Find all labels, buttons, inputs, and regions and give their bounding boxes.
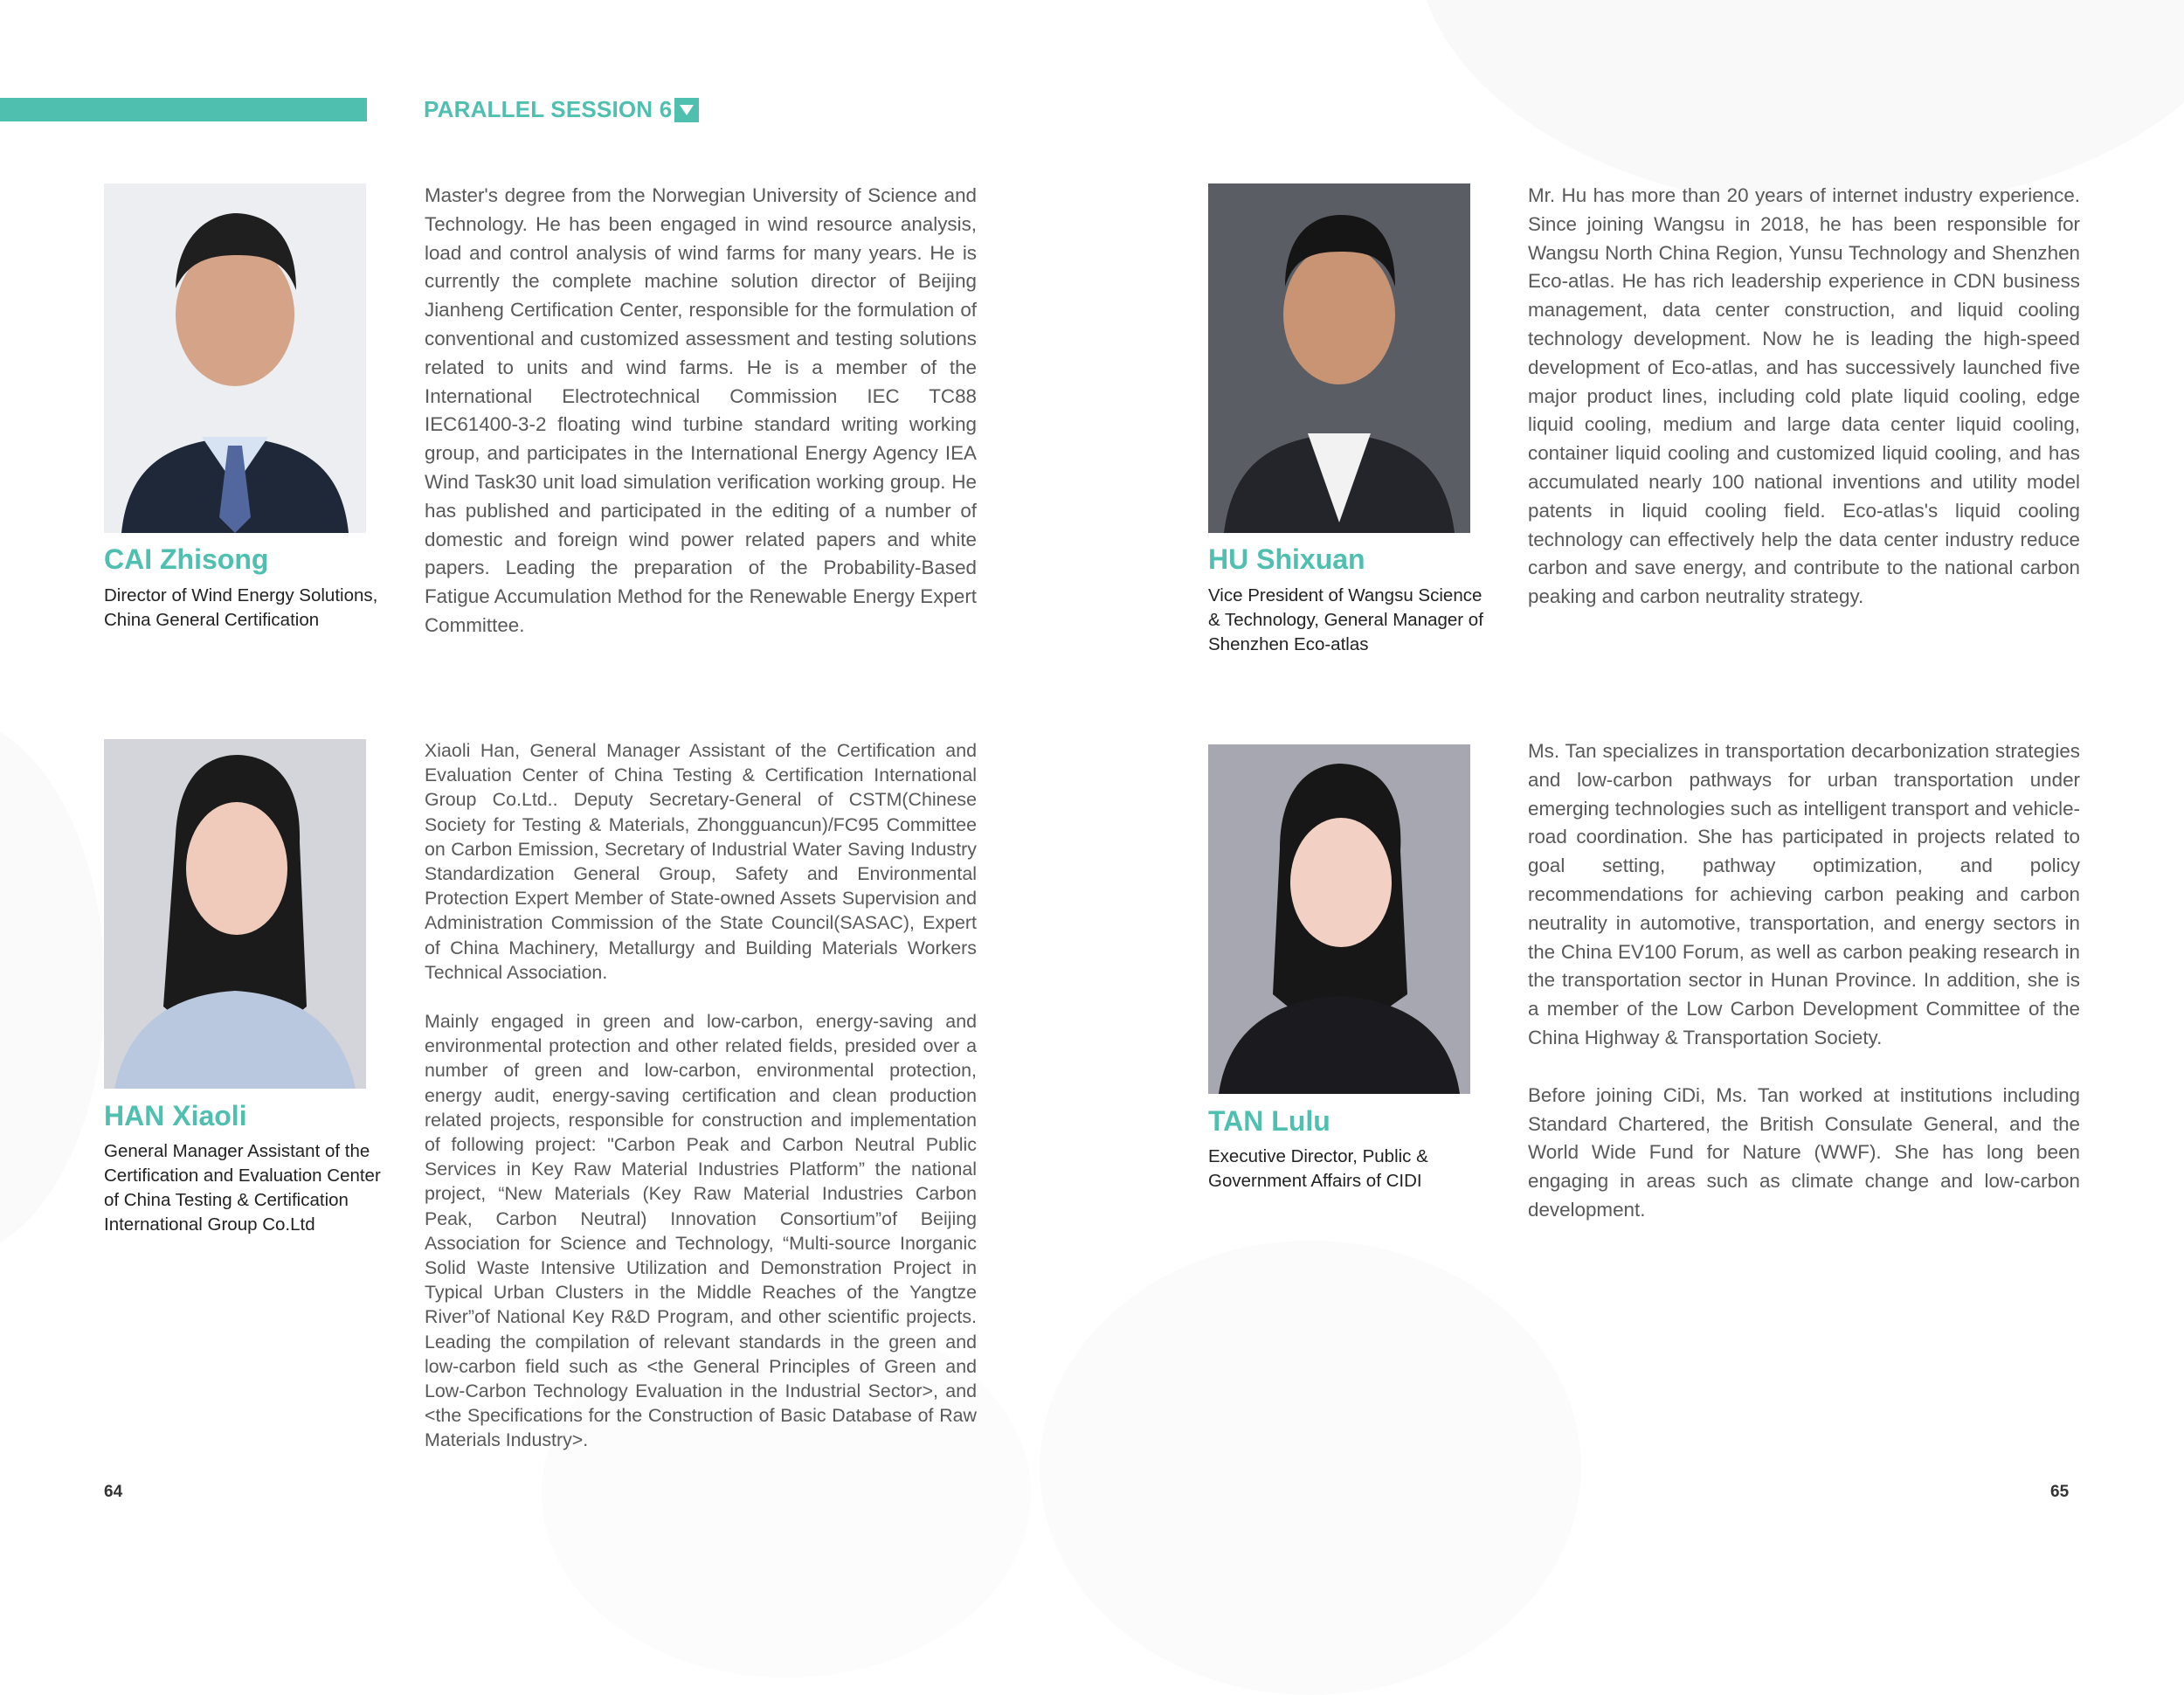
bio-paragraph: Xiaoli Han, General Manager Assistant of the Certification and Evaluation Center of China Testing & Certification International Group Co.Ltd.. Deputy Secretary-General of CSTM(Chinese Society for Testing & Materials, Zhongguancun)/FC95 Committee on Carbon Emission, Secretary of Industrial Water Saving Industry Standardization General Group, Safety and Environmental Protection Expert Member of State-owned Assets Supervision and Administration Commission of the State Council(SASAC), Expert of China Machinery, Metallurgy and Building Materials Workers Technical Association. — [425, 740, 977, 983]
speaker-bio-tan — [1528, 737, 2080, 1225]
speaker-bio-han — [425, 738, 977, 1453]
portrait-icon — [104, 183, 366, 533]
speaker-bio-cai — [425, 182, 977, 640]
speaker-title-han: General Manager Assistant of the Certification and Evaluation Center of China Testing & Certification International Group Co.Ltd — [104, 1141, 381, 1235]
portrait-icon — [1208, 183, 1470, 533]
speaker-bio-hu — [1528, 182, 2080, 612]
speaker-name-tan: TAN Lulu — [1208, 1105, 1330, 1137]
speaker-photo-cai — [104, 183, 366, 533]
portrait-icon — [104, 739, 366, 1089]
bio-paragraph: Mr. Hu has more than 20 years of internet industry experience. Since joining Wangsu in 2018, he has been responsible for Wangsu North China Region, Yunsu Technology and Shenzhen Eco-atlas. He has rich leadership experience in CDN business management, data center construction, and liquid cooling technology development. Now he is leading the high-speed development of Eco-atlas, and has successively launched five major product lines, including cold plate liquid cooling, edge liquid cooling, medium and large data center liquid cooling, container liquid cooling and customized liquid cooling, and has accumulated nearly 100 national inventions and utility model patents in liquid cooling field. Eco-atlas's liquid cooling technology can effectively help the data center industry reduce carbon and save energy, and contribute to the national carbon peaking and carbon neutrality strategy. — [1528, 184, 2080, 608]
speaker-name-hu: HU Shixuan — [1208, 543, 1365, 575]
speaker-title-cai: Director of Wind Energy Solutions, China General Certification — [104, 585, 378, 630]
speaker-title-hu: Vice President of Wangsu Science & Technology, General Manager of Shenzhen Eco-atlas — [1208, 585, 1483, 654]
chevron-down-icon — [674, 98, 699, 122]
speaker-photo-han — [104, 739, 366, 1089]
speaker-title-tan: Executive Director, Public & Government Affairs of CIDI — [1208, 1146, 1428, 1191]
session-title: PARALLEL SESSION 6 — [424, 96, 673, 122]
bio-paragraph: Ms. Tan specializes in transportation decarbonization strategies and low-carbon pathways for urban transportation under emerging technologies such as intelligent transport and vehicle-road coordination. She has participated in projects related to goal setting, pathway optimization, and policy recommendations for achieving carbon peaking and carbon neutrality in automotive, transportation, and energy sectors in the China EV100 Forum, as well as carbon peaking research in the transportation sector in Hunan Province. In addition, she is a member of the Low Carbon Development Committee of the China Highway & Transportation Society. — [1528, 740, 2080, 1048]
section-header-bar — [0, 98, 367, 121]
bio-paragraph: Master's degree from the Norwegian University of Science and Technology. He has been engaged in wind resource analysis, load and control analysis of wind farms for many years. He is currently the complete machine solution director of Beijing Jianheng Certification Center, responsible for the formulation of conventional and customized assessment and testing solutions related to units and wind farms. He is a member of the International Electrotechnical Commission IEC TC88 IEC61400-3-2 floating wind turbine standard writing working group, and participates in the International Energy Agency IEA Wind Task30 unit load simulation verification working group. He has published and participated in the editing of a number of domestic and foreign wind power related papers and white papers. Leading the preparation of the Probability-Based Fatigue Accumulation Method for the Renewable Energy Expert Committee. — [425, 184, 977, 636]
page-number-left: 64 — [104, 1483, 123, 1501]
portrait-icon — [1208, 744, 1470, 1094]
page-number-right: 65 — [2050, 1483, 2070, 1501]
speaker-name-han: HAN Xiaoli — [104, 1100, 247, 1131]
speaker-name-cai: CAI Zhisong — [104, 543, 269, 575]
speaker-photo-hu — [1208, 183, 1470, 533]
bio-paragraph: Before joining CiDi, Ms. Tan worked at institutions including Standard Chartered, the British Consulate General, and the World Wide Fund for Nature (WWF). She has long been engaging in areas such as climate change and low-carbon development. — [1528, 1083, 2080, 1221]
bio-paragraph: Mainly engaged in green and low-carbon, energy-saving and environmental protection and other related fields, presided over a number of green and low-carbon, environmental protection, energy audit, energy-saving certification and clean production related projects, responsible for construction and implementation of following project: "Carbon Peak and Carbon Neutral Public Services in Key Raw Material Industries Platform” the national project, “New Materials (Key Raw Material Industries Carbon Peak, Carbon Neutral) Innovation Consortium”of Beijing Association for Science and Technology, “Multi-source Inorganic Solid Waste Intensive Utilization and Demonstration Project in Typical Urban Clusters in the Middle Reaches of the Yangtze River”of National Key R&D Program, and other scientific projects. Leading the compilation of relevant standards in the green and low-carbon field such as <the General Principles of Green and Low-Carbon Technology Evaluation in the Industrial Sector>, and <the Specifications for the Construction of Basic Database of Raw Materials Industry>. — [425, 1011, 977, 1451]
speaker-photo-tan — [1208, 744, 1470, 1094]
